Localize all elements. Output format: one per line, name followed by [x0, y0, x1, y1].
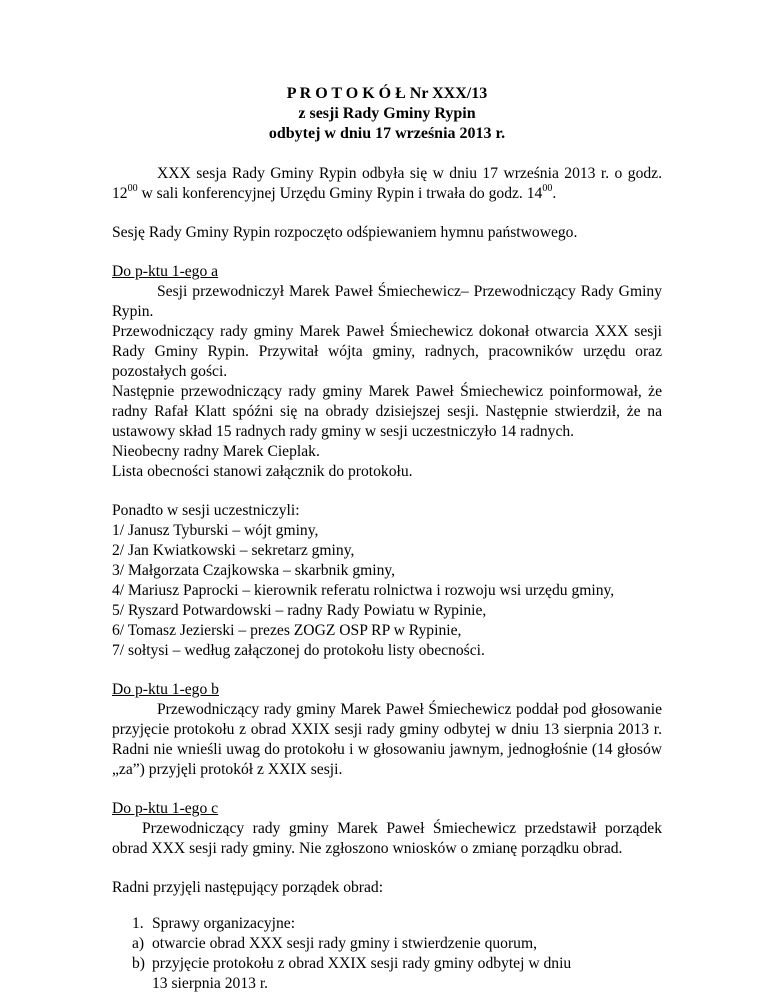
section-b-heading: Do p-ktu 1-ego b	[112, 681, 219, 698]
section-a-paragraph-2: Przewodniczący rady gminy Marek Paweł Śmiechewicz dokonał otwarcia XXX sesji Rady Gminy Rypin. Przywitał wójta gminy, radnych, pracowników urzędu oraz pozostałych gości.	[112, 323, 662, 380]
intro-paragraph: XXX sesja Rady Gminy Rypin odbyła się w dniu 17 września 2013 r. o godz. $12^{00}$ w sali konferencyjnej Urzędu Gminy Rypin i trwała do godz. $14^{00}$.	[112, 165, 662, 202]
participant-item: 1/ Janusz Tyburski – wójt gminy,	[112, 522, 319, 539]
section-a-paragraph-3: Następnie przewodniczący rady gminy Marek Paweł Śmiechewicz poinformował, że radny Rafał Klatt spóźni się na obrady dzisiejszej sesji. Następnie stwierdził, że na ustawowy skład 15 radnych rady gminy w sesji uczestniczyło 14 radnych.	[112, 383, 662, 440]
list-item: 1. Sprawy organizacyjne:	[132, 915, 296, 932]
section-b-paragraph: Przewodniczący rady gminy Marek Paweł Śmiechewicz poddał pod głosowanie przyjęcie protokołu z obrad XXIX sesji rady gminy odbytej w dniu 13 sierpnia 2013 r. Radni nie wnieśli uwag do protokołu i w głosowaniu jawnym, jednogłośnie (14 głosów „za”) przyjęli protokół z XXIX sesji.	[112, 701, 662, 778]
title-line-1: P R O T O K Ó Ł Nr XXX/13	[286, 85, 488, 102]
participant-item: 5/ Ryszard Potwardowski – radny Rady Powiatu w Rypinie,	[112, 602, 487, 619]
title-line-2: z sesji Rady Gminy Rypin	[298, 105, 476, 122]
section-c-heading: Do p-ktu 1-ego c	[112, 800, 219, 817]
agenda-list	[132, 914, 662, 994]
anthem-paragraph: Sesję Rady Gminy Rypin rozpoczęto odśpiewaniem hymnu państwowego.	[112, 224, 578, 241]
participants-heading: Ponadto w sesji uczestniczyli:	[112, 502, 300, 519]
document-title	[112, 84, 662, 144]
participant-item: 7/ sołtysi – według załączonej do protokołu listy obecności.	[112, 642, 485, 659]
list-item: b) przyjęcie protokołu z obrad XXIX sesji rady gminy odbytej w dniu	[132, 955, 572, 972]
title-line-3: odbytej w dniu 17 września 2013 r.	[268, 125, 506, 142]
participant-item: 3/ Małgorzata Czajkowska – skarbnik gminy,	[112, 562, 396, 579]
section-a-paragraph-1: Sesji przewodniczył Marek Paweł Śmiechewicz– Przewodniczący Rady Gminy Rypin.	[112, 283, 662, 320]
agenda-intro: Radni przyjęli następujący porządek obrad:	[112, 879, 384, 896]
section-a-heading: Do p-ktu 1-ego a	[112, 263, 219, 280]
section-a-paragraph-4: Nieobecny radny Marek Cieplak.	[112, 443, 320, 460]
section-c-paragraph: Przewodniczący rady gminy Marek Paweł Śmiechewicz przedstawił porządek obrad XXX sesji rady gminy. Nie zgłoszono wniosków o zmianę porządku obrad.	[112, 820, 662, 857]
participant-item: 2/ Jan Kwiatkowski – sekretarz gminy,	[112, 542, 355, 559]
participant-item: 4/ Mariusz Paprocki – kierownik referatu rolnictwa i rozwoju wsi urzędu gminy,	[112, 582, 615, 599]
document-page	[112, 84, 662, 994]
list-item-continuation: 13 sierpnia 2013 r.	[152, 975, 269, 992]
section-a-paragraph-5: Lista obecności stanowi załącznik do protokołu.	[112, 463, 413, 480]
list-item: a) otwarcie obrad XXX sesji rady gminy i stwierdzenie quorum,	[132, 935, 537, 952]
participant-item: 6/ Tomasz Jezierski – prezes ZOGZ OSP RP w Rypinie,	[112, 622, 462, 639]
